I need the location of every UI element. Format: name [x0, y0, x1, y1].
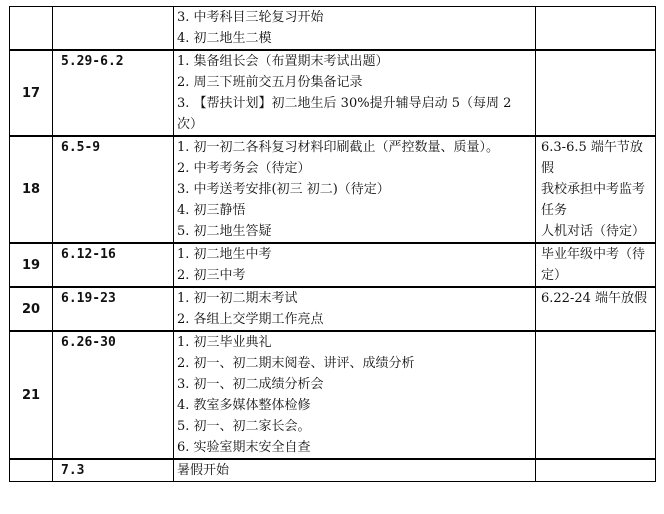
task-item: 暑假开始 [177, 463, 230, 478]
task-list [174, 287, 536, 331]
date-range [53, 7, 174, 51]
task-item: 2. 各组上交学期工作亮点 [177, 312, 324, 327]
note-item: 我校承担中考监考任务 [541, 182, 646, 218]
week-number [10, 7, 53, 51]
note-item: 6.3-6.5 端午节放假 [541, 140, 643, 176]
task-item: 3. 中考科目三轮复习开始 [177, 10, 324, 25]
task-item: 4. 初二地生二模 [177, 31, 272, 46]
schedule-body [10, 7, 656, 482]
task-item: 6. 实验室期末安全自查 [177, 440, 311, 455]
task-item: 4. 初三静悟 [177, 203, 246, 218]
task-item: 1. 集备组长会（布置期末考试出题） [177, 54, 389, 69]
notes-cell [536, 287, 656, 331]
date-range: 6.5-9 [53, 136, 174, 243]
task-list [174, 136, 536, 243]
task-list [174, 7, 536, 51]
week-number: 17 [10, 50, 53, 136]
date-range: 6.12-16 [53, 243, 174, 287]
task-item: 2. 周三下班前交五月份集备记录 [177, 75, 363, 90]
week-number: 20 [10, 287, 53, 331]
task-item: 2. 初一、初二期末阅卷、讲评、成绩分析 [177, 356, 415, 371]
notes-cell [536, 459, 656, 482]
schedule-row [10, 136, 656, 243]
task-item: 3. 初一、初二成绩分析会 [177, 377, 324, 392]
note-item: 6.22-24 端午放假 [541, 291, 648, 306]
task-list [174, 331, 536, 459]
task-item: 1. 初三毕业典礼 [177, 335, 272, 350]
task-item: 1. 初二地生中考 [177, 247, 272, 262]
task-item: 2. 初三中考 [177, 268, 246, 283]
week-number: 18 [10, 136, 53, 243]
notes-cell [536, 50, 656, 136]
schedule-row [10, 459, 656, 482]
task-item: 1. 初一初二期末考试 [177, 291, 298, 306]
notes-cell [536, 7, 656, 51]
task-list [174, 243, 536, 287]
note-item: 毕业年级中考（待定） [541, 247, 646, 283]
date-range: 7.3 [53, 459, 174, 482]
task-item: 1. 初一初二各科复习材料印刷截止（严控数量、质量）。 [177, 140, 500, 155]
date-range: 6.19-23 [53, 287, 174, 331]
week-number [10, 459, 53, 482]
date-range: 6.26-30 [53, 331, 174, 459]
schedule-row [10, 287, 656, 331]
task-item: 3. 中考送考安排(初三 初二)（待定） [177, 182, 390, 197]
week-number: 19 [10, 243, 53, 287]
task-item: 5. 初二地生答疑 [177, 224, 272, 239]
schedule-row [10, 7, 656, 51]
task-item: 4. 教室多媒体整体检修 [177, 398, 311, 413]
notes-cell [536, 136, 656, 243]
schedule-row [10, 50, 656, 136]
schedule-table [9, 6, 656, 482]
task-item: 2. 中考考务会（待定） [177, 161, 311, 176]
notes-cell [536, 243, 656, 287]
task-list [174, 459, 536, 482]
date-range: 5.29-6.2 [53, 50, 174, 136]
week-number: 21 [10, 331, 53, 459]
task-item: 3. 【帮扶计划】初二地生后 30%提升辅导启动 5（每周 2 次） [177, 96, 512, 132]
schedule-row [10, 243, 656, 287]
schedule-row [10, 331, 656, 459]
note-item: 人机对话（待定） [541, 224, 646, 239]
notes-cell [536, 331, 656, 459]
task-item: 5. 初一、初二家长会。 [177, 419, 311, 434]
task-list [174, 50, 536, 136]
